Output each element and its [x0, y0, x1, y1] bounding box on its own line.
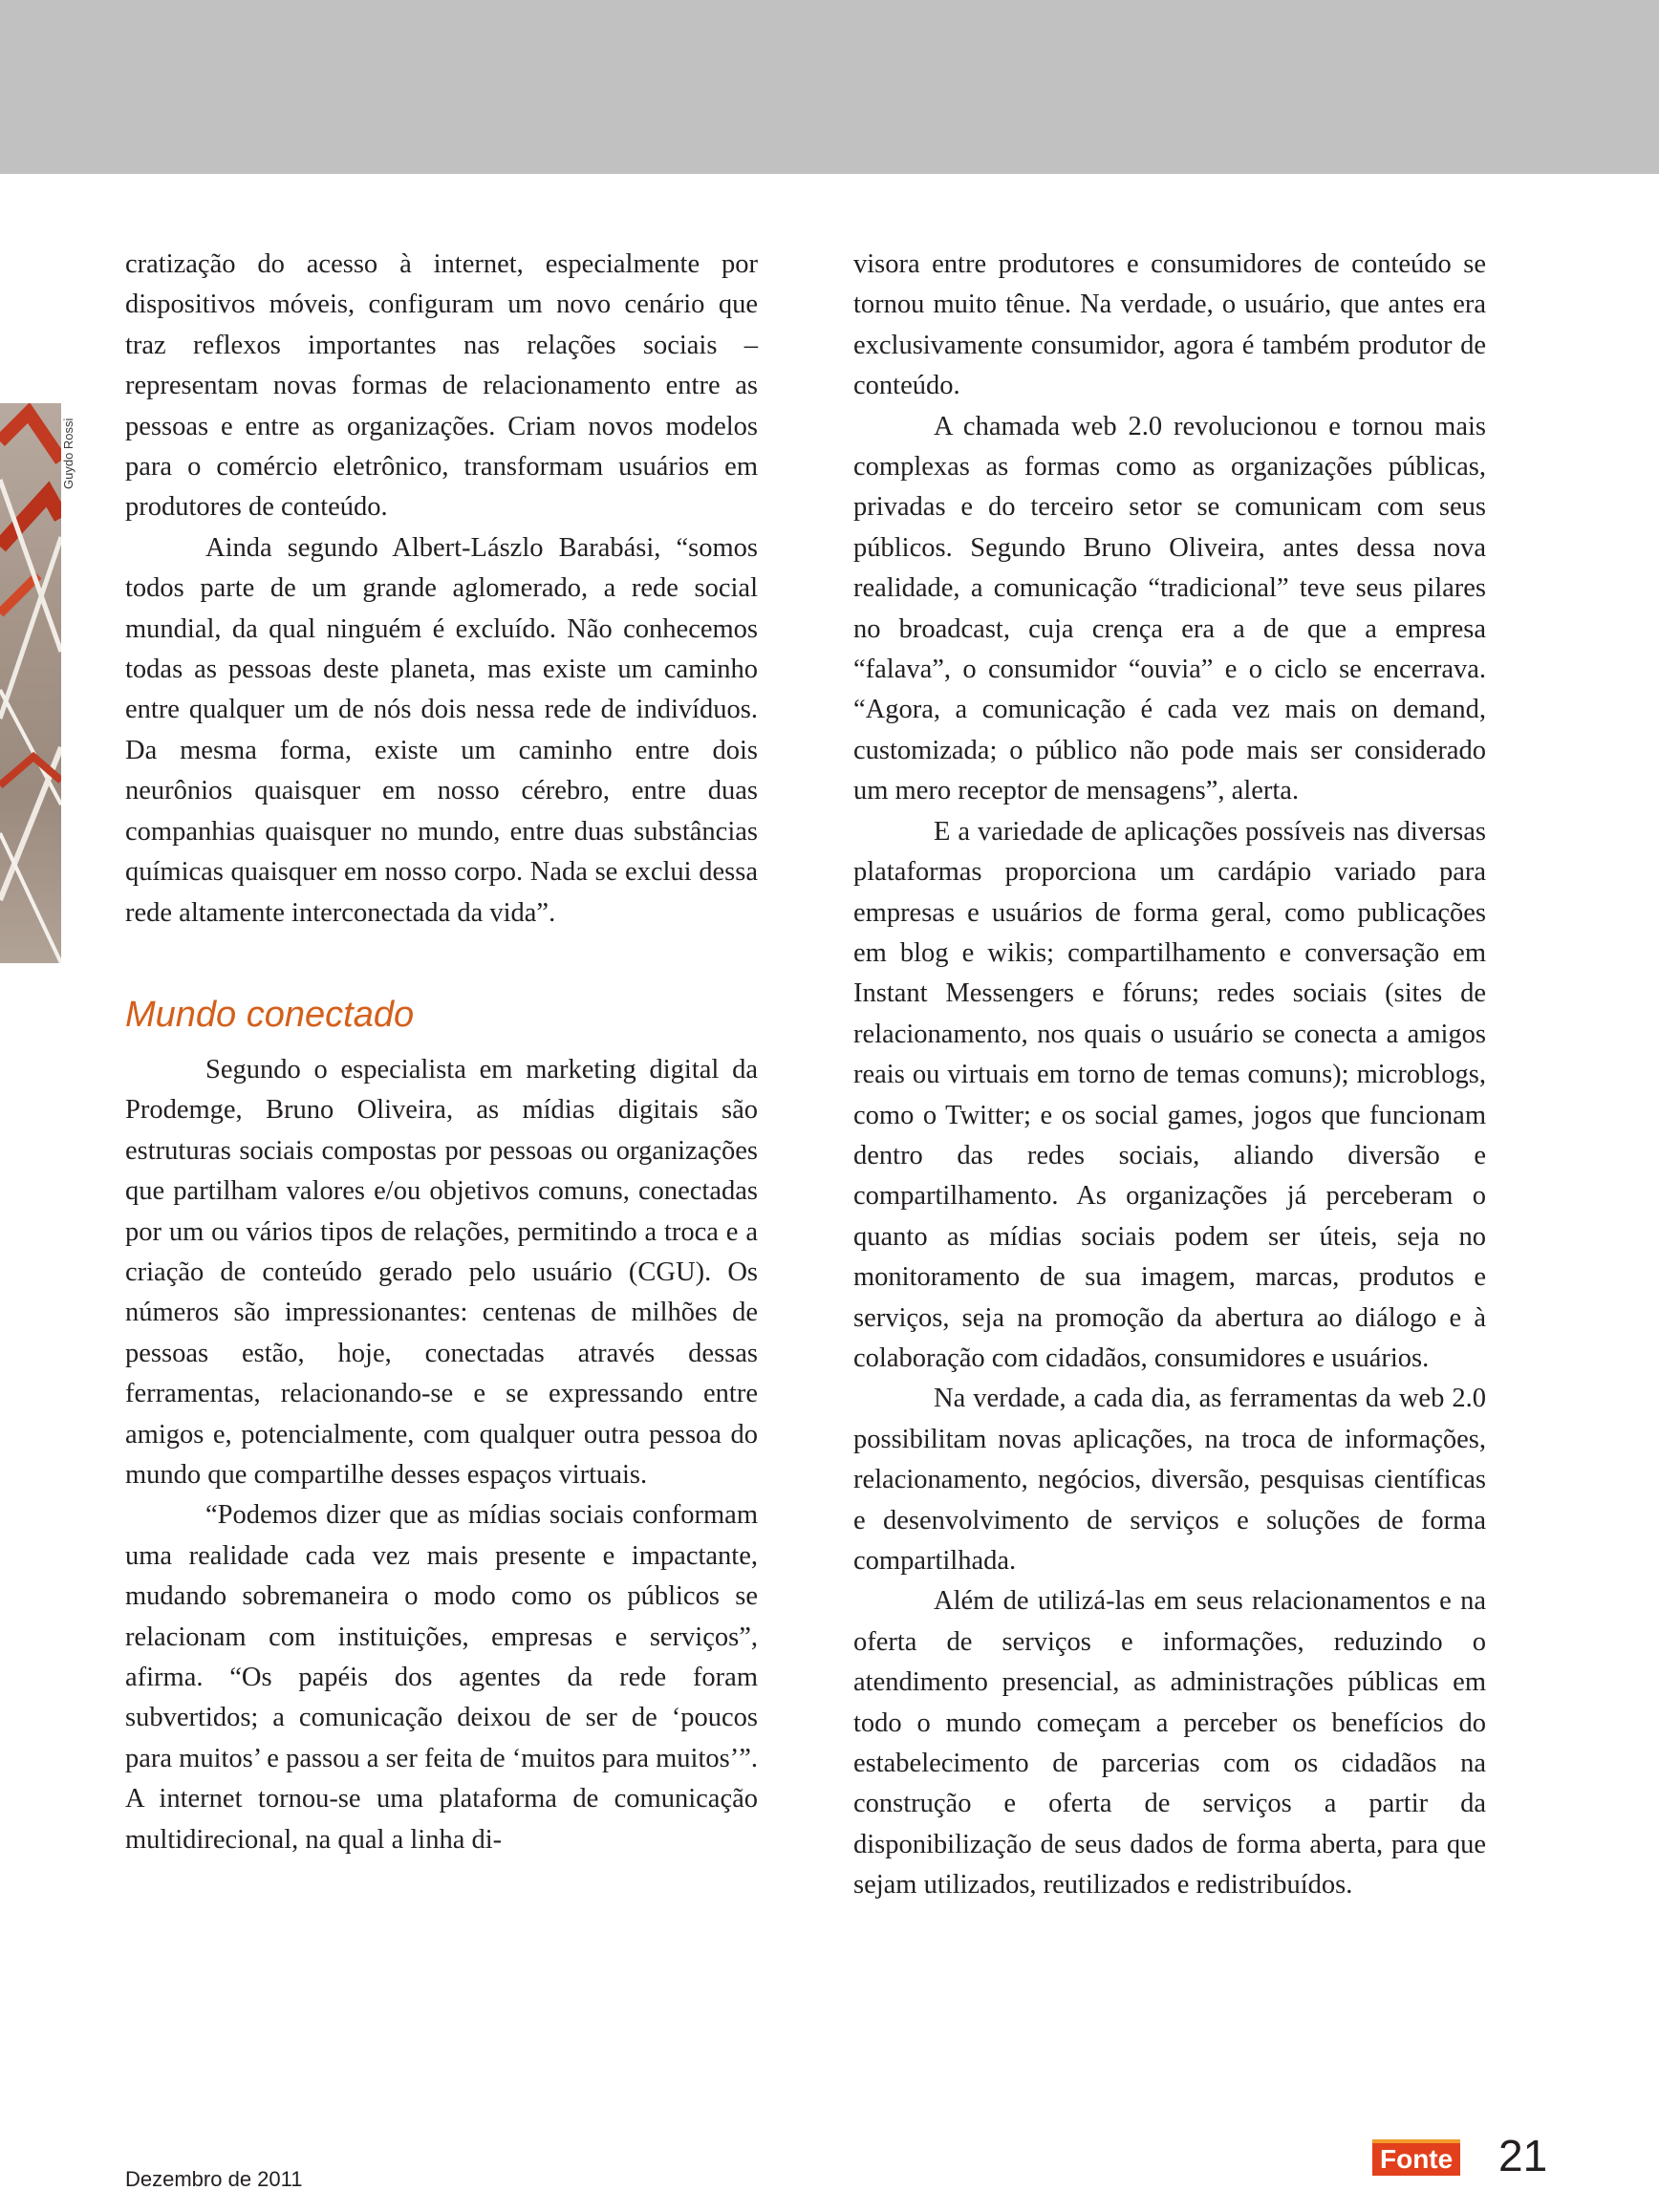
- photo-credit: Guydo Rossi: [61, 418, 75, 489]
- magazine-logo: Fonte: [1372, 2139, 1460, 2176]
- paragraph: cratização do acesso à internet, especialmente por dispositivos móveis, configuram um novo cenário que traz reflexos importantes nas relações sociais – representam novas formas de relacionamento entre as pessoas e entre as organizações. Criam novos modelos para o comércio eletrônico, transformam usuários em produtores de conteúdo.: [125, 249, 758, 523]
- side-photo: [0, 403, 61, 963]
- paragraph: “Podemos dizer que as mídias sociais conformam uma realidade cada vez mais presente e impactante, mudando sobremaneira o modo como os públicos se relacionam com instituições, empresas e serviços”, afirma. “Os papéis dos agentes da rede foram subvertidos; a comunicação deixou de ser de ‘poucos para muitos’ e passou a ser feita de ‘muitos para muitos’”. A internet tornou-se uma plataforma de comunicação multidirecional, na qual a linha di-: [125, 1500, 758, 1855]
- paragraph: E a variedade de aplicações possíveis nas diversas plataformas proporciona um cardápio variado para empresas e usuários de forma geral, como publicações em blog e wikis; compartilhamento e conversação em Instant Messengers e fóruns; redes sociais (sites de relacionamento, nos quais o usuário se conecta a amigos reais ou virtuais em torno de temas comuns); microblogs, como o Twitter; e os social games, jogos que funcionam dentro das redes sociais, aliando diversão e compartilhamento. As organizações já perceberam o quanto as mídias sociais podem ser úteis, seja no monitoramento de sua imagem, marcas, produtos e serviços, seja na promoção da abertura ao diálogo e à colaboração com cidadãos, consumidores e usuários.: [853, 816, 1486, 1373]
- page-number: 21: [1498, 2131, 1548, 2180]
- section-heading: Mundo conectado: [125, 994, 415, 1035]
- right-column: [853, 245, 1486, 1906]
- paragraph: Ainda segundo Albert-Lászlo Barabási, “somos todos parte de um grande aglomerado, a rede social mundial, da qual ninguém é excluído. Não conhecemos todas as pessoas deste planeta, mas existe um caminho entre qualquer um de nós dois nessa rede de indivíduos. Da mesma forma, existe um caminho entre dois neurônios quaisquer em nosso cérebro, entre duas companhias quaisquer no mundo, entre duas substâncias químicas quaisquer em nosso corpo. Nada se exclui dessa rede altamente interconectada da vida”.: [125, 532, 758, 928]
- paragraph: A chamada web 2.0 revolucionou e tornou mais complexas as formas como as organizações públicas, privadas e do terceiro setor se comunicam com seus públicos. Segundo Bruno Oliveira, antes dessa nova realidade, a comunicação “tradicional” teve seus pilares no broadcast, cuja crença era a de que a empresa “falava”, o consumidor “ouvia” e o ciclo se encerrava. “Agora, a comunicação é cada vez mais on demand, customizada; o público não pode mais ser considerado um mero receptor de mensagens”, alerta.: [853, 411, 1486, 806]
- footer-date: Dezembro de 2011: [125, 2167, 303, 2191]
- paragraph: Segundo o especialista em marketing digital da Prodemge, Bruno Oliveira, as mídias digitais são estruturas sociais compostas por pessoas ou organizações que partilham valores e/ou objetivos comuns, conectadas por um ou vários tipos de relações, permitindo a troca e a criação de conteúdo gerado pelo usuário (CGU). Os números são impressionantes: centenas de milhões de pessoas estão, hoje, conectadas através dessas ferramentas, relacionando-se e se expressando entre amigos e, potencialmente, com qualquer outra pessoa do mundo que compartilhe desses espaços virtuais.: [125, 1054, 758, 1490]
- left-column: [125, 245, 758, 1860]
- paragraph: visora entre produtores e consumidores de conteúdo se tornou muito tênue. Na verdade, o usuário, que antes era exclusivamente consumidor, agora é também produtor de conteúdo.: [853, 249, 1486, 401]
- paragraph: Além de utilizá-las em seus relacionamentos e na oferta de serviços e informações, reduzindo o atendimento presencial, as administrações públicas em todo o mundo começam a perceber os benefícios do estabelecimento de parcerias com os cidadãos na construção e oferta de serviços a partir da disponibilização de seus dados de forma aberta, para que sejam utilizados, reutilizados e redistribuídos.: [853, 1586, 1486, 1901]
- paragraph: Na verdade, a cada dia, as ferramentas da web 2.0 possibilitam novas aplicações, na troca de informações, relacionamento, negócios, diversão, pesquisas científicas e desenvolvimento de serviços e soluções de forma compartilhada.: [853, 1384, 1486, 1576]
- header-band: [0, 0, 1659, 174]
